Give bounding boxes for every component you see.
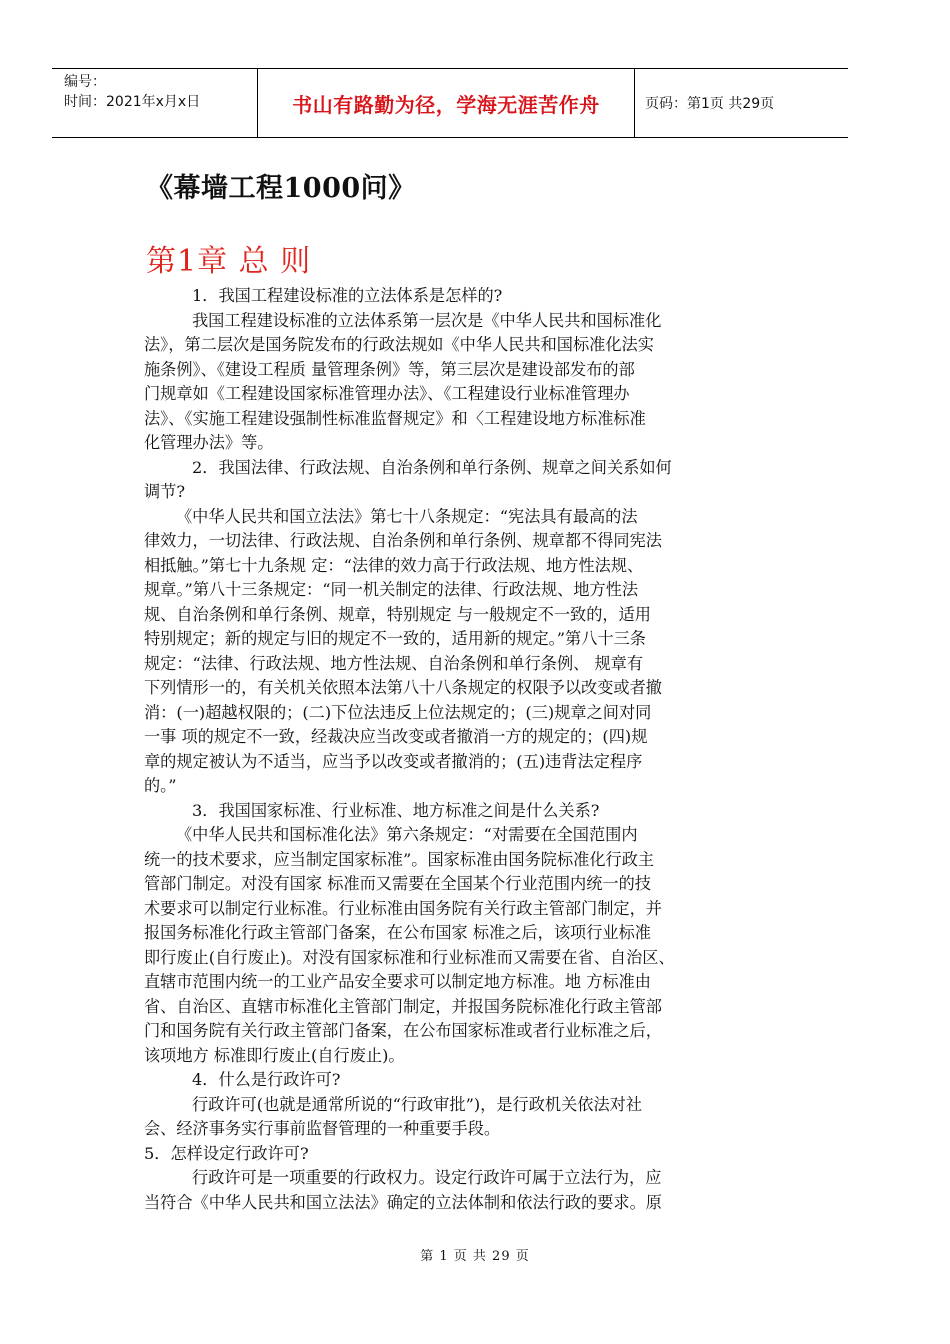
text-line: 规章。”第八十三条规定：“同一机关制定的法律、行政法规、地方性法 bbox=[144, 580, 639, 599]
text-line: 省、自治区、直辖市标准化主管部门制定，并报国务院标准化行政主管部 bbox=[144, 996, 662, 1016]
text-line: 化管理办法》等。 bbox=[144, 433, 274, 452]
header-page-info: 页码：第1页 共29页 bbox=[645, 96, 775, 112]
text-line: 行政许可(也就是通常所说的“行政审批”)，是行政机关依法对社 bbox=[192, 1094, 643, 1114]
text-line: 3．我国国家标准、行业标准、地方标准之间是什么关系? bbox=[192, 800, 600, 820]
text-line: 法》，第二层次是国务院发布的行政法规如《中华人民共和国标准化法实 bbox=[144, 335, 654, 354]
number-label: 编号： bbox=[64, 74, 106, 90]
text-line: 下列情形一的，有关机关依照本法第八十八条规定的权限予以改变或者撤 bbox=[144, 678, 662, 697]
header-motto: 书山有路勤为径，学海无涯苦作舟 bbox=[258, 69, 635, 137]
text-line: 统一的技术要求，应当制定国家标准”。国家标准由国务院标准化行政主 bbox=[144, 849, 655, 869]
header-meta bbox=[52, 69, 258, 137]
text-line: 2．我国法律、行政法规、自治条例和单行条例、规章之间关系如何 bbox=[192, 457, 672, 477]
text-line: 《中华人民共和国标准化法》第六条规定：“对需要在全国范围内 bbox=[176, 825, 638, 844]
text-line: 我国工程建设标准的立法体系第一层次是《中华人民共和国标准化 bbox=[192, 310, 662, 330]
text-line: 管部门制定。对没有国家 标准而又需要在全国某个行业范围内统一的技 bbox=[144, 874, 651, 893]
page-header bbox=[52, 68, 848, 138]
text-line: 的。” bbox=[144, 776, 177, 795]
text-line: 5．怎样设定行政许可? bbox=[144, 1143, 309, 1163]
text-line: 规定：“法律、行政法规、地方性法规、自治条例和单行条例、 规章有 bbox=[144, 653, 644, 673]
chapter-heading: 第1章 总 则 bbox=[146, 244, 312, 279]
text-line: 术要求可以制定行业标准。行业标准由国务院有关行政主管部门制定，并 bbox=[144, 898, 662, 918]
text-line: 行政许可是一项重要的行政权力。设定行政许可属于立法行为，应 bbox=[192, 1168, 662, 1187]
text-line: 直辖市范围内统一的工业产品安全要求可以制定地方标准。地 方标准由 bbox=[144, 972, 651, 991]
text-line: 1．我国工程建设标准的立法体系是怎样的? bbox=[192, 286, 503, 305]
text-line: 4．什么是行政许可? bbox=[192, 1070, 341, 1089]
text-line: 即行废止(自行废止)。对没有国家标准和行业标准而又需要在省、自治区、 bbox=[144, 947, 675, 967]
text-line: 调节? bbox=[144, 482, 186, 501]
text-line: 相抵触。”第七十九条规 定：“法律的效力高于行政法规、地方性法规、 bbox=[144, 555, 644, 575]
text-line: 章的规定被认为不适当，应当予以改变或者撤消的；(五)违背法定程序 bbox=[144, 751, 643, 771]
text-line: 消：(一)超越权限的；(二)下位法违反上位法规定的；(三)规章之间对同 bbox=[144, 702, 652, 722]
text-line: 施条例》、《建设工程质 量管理条例》等，第三层次是建设部发布的部 bbox=[144, 359, 635, 379]
text-line: 《中华人民共和国立法法》第七十八条规定：“宪法具有最高的法 bbox=[176, 506, 638, 526]
text-line: 会、经济事务实行事前监督管理的一种重要手段。 bbox=[144, 1119, 501, 1138]
text-line: 规、自治条例和单行条例、规章，特别规定 与一般规定不一致的，适用 bbox=[144, 604, 651, 624]
text-line: 特别规定；新的规定与旧的规定不一致的，适用新的规定。”第八十三条 bbox=[144, 629, 646, 648]
text-line: 一事 项的规定不一致，经裁决应当改变或者撤消一方的规定的；(四)规 bbox=[144, 727, 648, 746]
document-body bbox=[144, 284, 766, 1215]
text-line: 门规章如《工程建设国家标准管理办法》、《工程建设行业标准管理办 bbox=[144, 384, 630, 403]
document-title: 《幕墙工程1000问》 bbox=[146, 173, 416, 204]
text-line: 报国务标准化行政主管部门备案，在公布国家 标准之后，该项行业标准 bbox=[144, 923, 651, 942]
text-line: 门和国务院有关行政主管部门备案，在公布国家标准或者行业标准之后， bbox=[144, 1021, 662, 1040]
page-footer: 第 1 页 共 29 页 bbox=[420, 1249, 530, 1264]
text-line: 当符合《中华人民共和国立法法》确定的立法体制和依法行政的要求。原 bbox=[144, 1192, 662, 1212]
text-line: 该项地方 标准即行废止(自行废止)。 bbox=[144, 1045, 405, 1065]
text-line: 律效力，一切法律、行政法规、自治条例和单行条例、规章都不得同宪法 bbox=[144, 531, 662, 550]
text-line: 法》、《实施工程建设强制性标准监督规定》和〈工程建设地方标准标准 bbox=[144, 408, 646, 428]
time-label: 时间：2021年x月x日 bbox=[64, 94, 201, 110]
